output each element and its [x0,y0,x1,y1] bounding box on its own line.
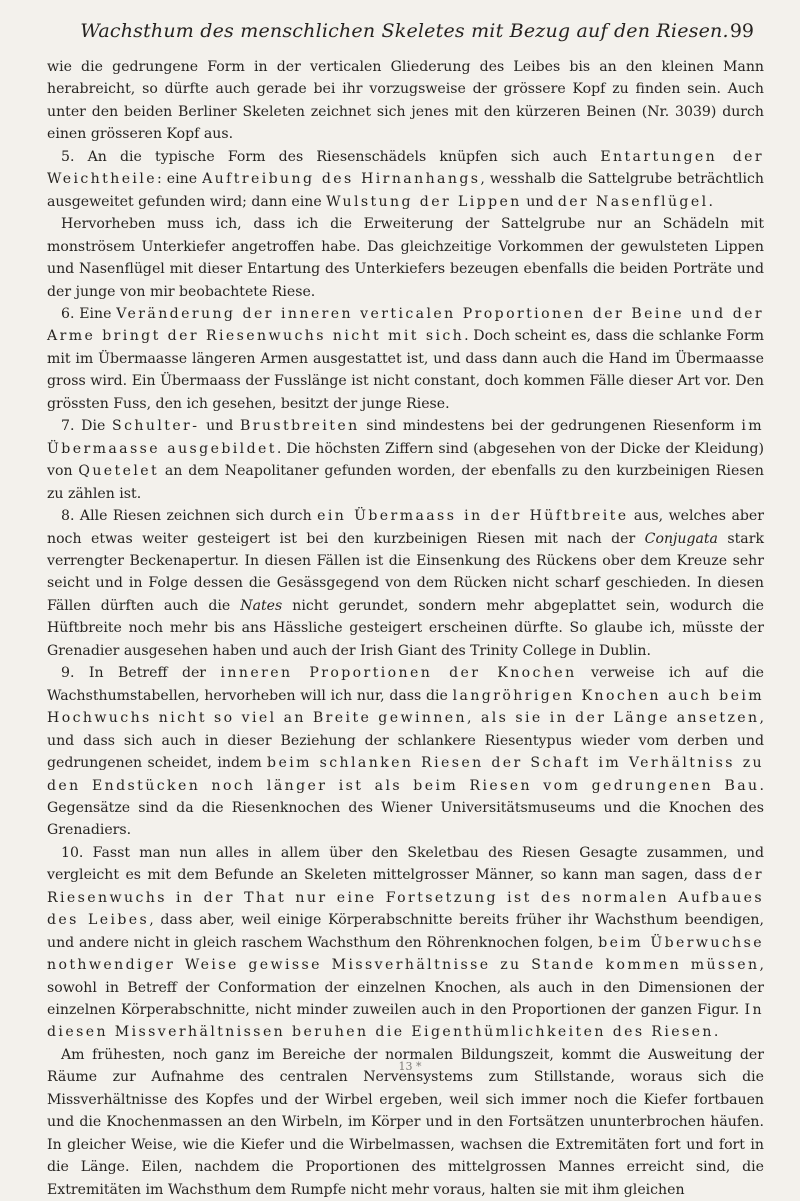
signature-mark: 13 * [398,1060,422,1073]
running-header [55,16,754,46]
p1-d: Auftreibung des Hirnanhangs [202,171,481,188]
p6-c: verweise ich auf die Wachsthumstabellen, hervorheben will ich nur, dass die [47,665,764,704]
p4-f: im Übermaasse ausgebildet [47,418,764,457]
p6-d: langröhrigen Knochen auch beim Hochwuchs nicht so viel an Breite gewinnen, als sie in der Länge ansetzen [47,687,764,727]
p4-c: und [199,418,240,435]
p1-h: der Nasenflügel [557,193,709,210]
p5-b: ein Übermaass in der Hüftbreite [317,508,629,525]
p8-text: Am frühesten, noch ganz im Bereiche der normalen Bildungszeit, kommt die Ausweitung der Räume zur Aufnahme des centralen Nervensystems zum Stillstande, woraus sich die Missverhältnisse des Kopfes und der Wirbel ergeben, weil sich immer noch die Kiefer fortbauen und die Knochenmassen an den Wirbeln, im Körper und in den Fortsätzen ununterbrochen häufen. In gleicher Weise, wie die Kiefer und die Wirbelmassen, wachsen die Extremitäten fort und fort in die Länge. Eilen, nachdem die Proportionen des mittelgrossen Mannes erreicht sind, die Extremitäten im Wachsthum dem Rumpfe nicht mehr voraus, halten sie mit ihm gleichen [47,1046,764,1198]
p7-b: der Riesenwuchs in der That nur eine Fortsetzung ist des normalen Aufbaues des Leibes [47,867,764,929]
p4-a: 7. Die [61,418,113,435]
p5-e: stark verrengter Beckenapertur. In diesen Fällen ist die Einsenkung des Rückens ober dem Kreuze sehr seicht und in Folge dessen die Gesässgegend von dem Rücken nicht scharf geschieden. In diesen Fällen dürften auch die [47,530,764,614]
p1-c: : eine [157,171,203,188]
paragraph-7 [47,415,764,505]
p4-h: Quetelet [78,463,160,480]
p5-c: aus, welches aber noch etwas weiter gesteigert ist bei den kurzbeinigen Riesen mit nach der [47,508,765,547]
p5-g: nicht gerundet, sondern mehr abgeplattet sein, wodurch die Hüftbreite noch mehr bis ans Hässliche gesteigert erscheinen dürfte. So glaube ich, müsste der Grenadier ausgesehen haben und auch der Irish Giant des Trinity College in Dublin. [47,597,764,659]
p5-f: Nates [240,597,283,614]
paragraph-5 [47,146,764,213]
p4-g: . Die höchsten Ziffern sind (abgesehen von der Dicke der Kleidung) von [47,440,764,480]
p3-b: Veränderung der inneren verticalen Proportionen der Beine und der Arme bringt der Riesenwuchs nicht mit sich [47,305,764,345]
p7-d: beim Überwuchse nothwendiger Weise gewisse Missverhältnisse zu Stande kommen müssen [47,934,764,974]
paragraph-10 [47,842,764,1044]
p6-f: beim schlanken Riesen der Schaft im Verhältniss zu den Endstücken noch länger ist als beim Riesen vom gedrungenen Bau [47,755,764,794]
p7-a: 10. Fasst man nun alles in allem über den Skeletbau des Riesen Gesagte zusammen, und vergleicht es mit dem Befunde an Skeleten mittelgrosser Männer, so kann man sagen, dass [47,844,764,884]
p3-c: . Doch scheint es, dass die schlanke Form mit im Übermaasse längeren Armen ausgestattet ist, und dass dann auch die Hand im Übermaasse gross wird. Ein Übermaass der Fusslänge ist nicht constant, doch kommen Fälle dieser Art vor. Den grössten Fuss, den ich gesehen, besitzt der junge Riese. [47,328,764,412]
paragraph-8 [47,505,764,662]
p6-e: , und dass sich auch in dieser Beziehung der schlankere Riesentypus wieder vom derben und gedrungenen scheidet, indem [47,710,764,772]
p3-a: 6. Eine [61,305,117,322]
p6-a: 9. In Betreff der [61,665,221,682]
p5-d: Conjugata [644,530,718,547]
p1-i: . [708,193,713,210]
p2-text: Hervorheben muss ich, dass ich die Erweiterung der Sattelgrube nur an Schädeln mit monströsem Unterkiefer angetroffen habe. Das gleichzeitige Vorkommen der gewulsteten Lippen und Nasenflügel mit dieser Entartung des Unterkiefers bezeugen ebenfalls die beiden Porträte und der junge von mir beobachtete Riese. [47,216,764,300]
p1-a: 5. An die typische Form des Riesenschädels knüpfen sich auch [61,148,601,165]
paragraph-0 [47,56,764,146]
p5-a: 8. Alle Riesen zeichnen sich durch [61,508,318,525]
p1-e: , wesshalb die Sattelgrube beträchtlich ausgeweitet gefunden wird; dann eine [47,171,764,210]
p7-c: , dass aber, weil einige Körperabschnitte bereits früher ihr Wachsthum beendigen, und andere nicht in gleich raschem Wachsthum den Röhrenknochen folgen, [47,912,764,951]
p1-g: und [521,193,558,210]
body-text [47,56,764,1201]
paragraph-9 [47,662,764,842]
paragraph-hervorheben [47,213,764,303]
p4-d: Brustbreiten [240,418,360,435]
p6-g: . Gegensätze sind da die Riesenknochen des Wiener Universitätsmuseums und die Knochen des Grenadiers. [47,777,764,839]
p7-f: In diesen Missverhältnissen beruhen die Eigenthümlichkeiten des Riesen [47,1002,764,1041]
p0-text: wie die gedrungene Form in der verticalen Gliederung des Leibes bis an den kleinen Mann herabreicht, so dürfte auch gerade bei ihr vorzugsweise der grössere Kopf zu finden sein. Auch unter den beiden Berliner Skeleten zeichnet sich jenes mit den kürzeren Beinen (Nr. 3039) durch einen grösseren Kopf aus. [47,59,764,143]
paragraph-6 [47,303,764,415]
p4-b: Schulter- [112,418,200,435]
p7-g: . [713,1024,719,1041]
running-title: Wachsthum des menschlichen Skeletes mit Bezug auf den Riesen. [80,20,729,42]
p4-e: sind mindestens bei der gedrungenen Riesenform [359,418,742,435]
p6-b: inneren Proportionen der Knochen [220,665,577,682]
p1-f: Wulstung der Lippen [326,193,522,210]
p1-b: Entartungen der Weichtheile [47,148,764,188]
p4-i: an dem Neapolitaner gefunden worden, der ebenfalls zu den kurzbeinigen Riesen zu zählen ist. [47,463,764,502]
page-number: 99 [729,20,754,42]
p7-e: , sowohl in Betreff der Conformation der einzelnen Knochen, als auch in den Dimensionen der einzelnen Körperabschnitte, nicht minder zuweilen auch in den Proportionen der ganzen Figur. [47,957,764,1019]
